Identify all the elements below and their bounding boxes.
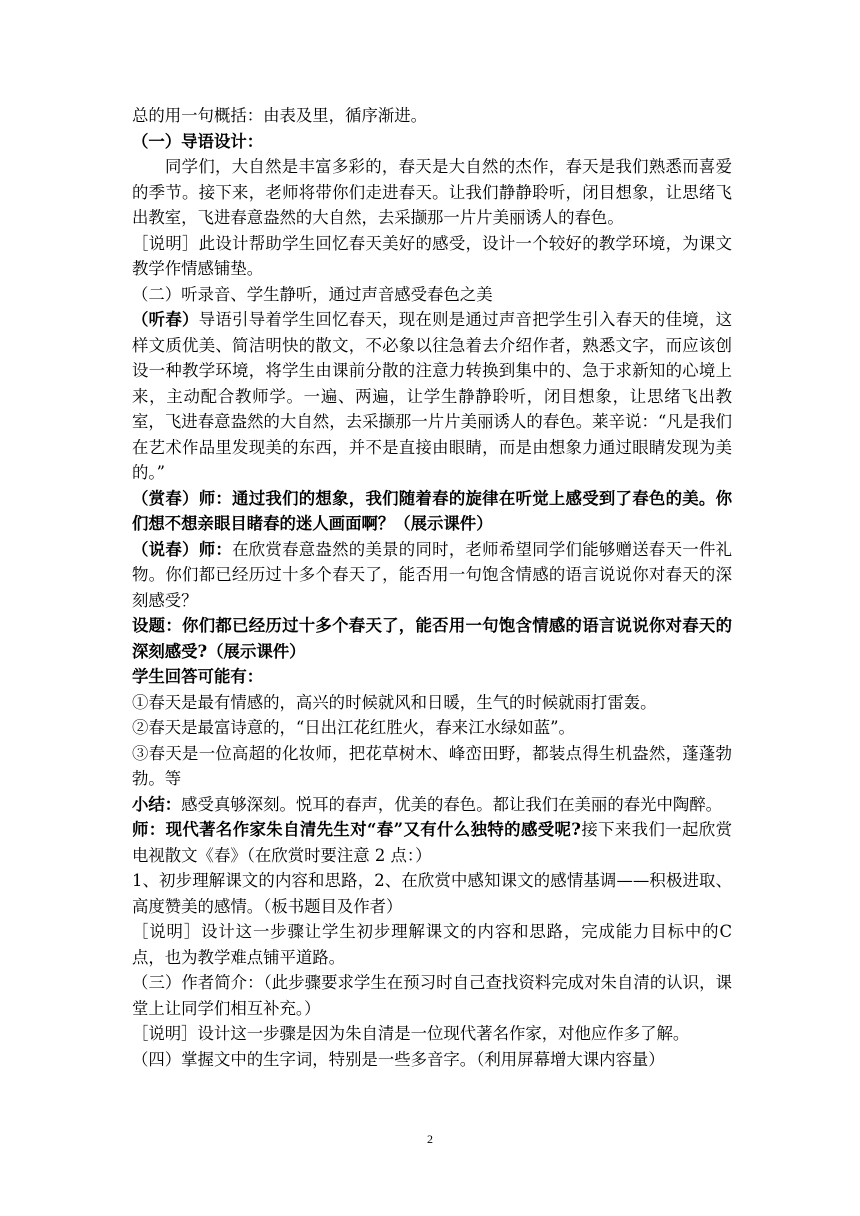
paragraph-points: 1、初步理解课文的内容和思路，2、在欣赏中感知课文的感情基调——积极进取、高度赞美的感情。（板书题目及作者） bbox=[132, 871, 732, 916]
paragraph-note-3: ［说明］设计这一步骤是因为朱自清是一位现代著名作家，对他应作多了解。 bbox=[132, 1024, 690, 1043]
answer-2: ②春天是最富诗意的，“日出江花红胜火，春来江水绿如蓝”。 bbox=[132, 718, 575, 737]
text-listen-spring: 导语引导着学生回忆春天，现在则是通过声音把学生引入春天的佳境，这样文质优美、简洁明快的散文，不必象以往急着去介绍作者，熟悉文字，而应该创设一种教学环境，将学生由课前分散的注意力转换到集中的、急于求新知的心境上来，主动配合教师学。一遍、两遍，让学生静静聆听，闭目想象，让思绪飞出教室，飞进春意盎然的大自然，去采撷那一片片美丽诱人的春色。莱辛说：“凡是我们在艺术作品里发现美的东西，并不是直接由眼睛，而是由想象力通过眼睛发现为美的。” bbox=[132, 310, 733, 482]
answer-3: ③春天是一位高超的化妆师，把花草树木、峰峦田野，都装点得生机盎然，蓬蓬勃勃。等 bbox=[132, 743, 732, 788]
paragraph-question: 设题：你们都已经历过十多个春天了，能否用一句饱含情感的语言说说你对春天的深刻感受?（展示课件） bbox=[132, 616, 732, 661]
paragraph-note-1: ［说明］此设计帮助学生回忆春天美好的感受，设计一个较好的教学环境，为课文教学作情感铺垫。 bbox=[132, 233, 732, 278]
paragraph-enjoy-spring: （赏春）师：通过我们的想象，我们随着春的旋律在听觉上感受到了春色的美。你们想不想亲眼目睹春的迷人画面啊？（展示课件） bbox=[132, 488, 732, 533]
heading-listen-recording: （二）听录音、学生静听，通过声音感受春色之美 bbox=[132, 284, 493, 304]
text-teacher-instruction: 接下来我们一起欣赏电视散文《春》（在欣赏时要注意 2 点：） bbox=[132, 820, 732, 865]
paragraph-listen-spring bbox=[132, 307, 732, 486]
answer-1: ①春天是最有情感的，高兴的时候就风和日暖，生气的时候就雨打雷轰。 bbox=[132, 692, 657, 712]
paragraph-summary: 总的用一句概括：由表及里，循序渐进。 bbox=[132, 106, 428, 125]
heading-vocabulary: （四）掌握文中的生字词，特别是一些多音字。（利用屏幕增大课内容量） bbox=[132, 1049, 665, 1069]
heading-possible-answers: 学生回答可能有： bbox=[132, 667, 264, 686]
paragraph-teacher-zhu bbox=[132, 817, 732, 868]
paragraph-note-2: ［说明］设计这一步骤让学生初步理解课文的内容和思路，完成能力目标中的C点，也为教学难点铺平道路。 bbox=[132, 922, 732, 967]
text-teacher-question: 师：现代著名作家朱自清先生对“春”又有什么独特的感受呢? bbox=[132, 820, 581, 839]
label-listen-spring: （听春） bbox=[132, 310, 199, 329]
paragraph-intro-speech: 同学们，大自然是丰富多彩的，春天是大自然的杰作，春天是我们熟悉而喜爱的季节。接下来，老师将带你们走进春天。让我们静静聆听，闭目想象，让思绪飞出教室，飞进春意盎然的大自然，去采撷那一片片美丽诱人的春色。 bbox=[132, 157, 732, 227]
text-summary: 感受真够深刻。悦耳的春声，优美的春色。都让我们在美丽的春光中陶醉。 bbox=[181, 794, 723, 814]
paragraph-summary-2 bbox=[132, 792, 732, 818]
label-speak-spring: （说春）师： bbox=[132, 539, 233, 559]
heading-author-intro: （三）作者简介：（此步骤要求学生在预习时自己查找资料完成对朱自清的认识，课堂上让同学们相互补充。） bbox=[132, 973, 732, 1018]
text-speak-spring: 在欣赏春意盎然的美景的同时，老师希望同学们能够赠送春天一件礼物。你们都已经历过十多个春天了，能否用一句饱含情感的语言说说你对春天的深刻感受？ bbox=[132, 539, 733, 610]
paragraph-speak-spring bbox=[132, 537, 732, 614]
document-body bbox=[132, 103, 732, 1072]
page-number: 2 bbox=[427, 1132, 433, 1146]
heading-intro-design: （一）导语设计： bbox=[132, 131, 264, 151]
label-summary: 小结： bbox=[132, 794, 182, 814]
